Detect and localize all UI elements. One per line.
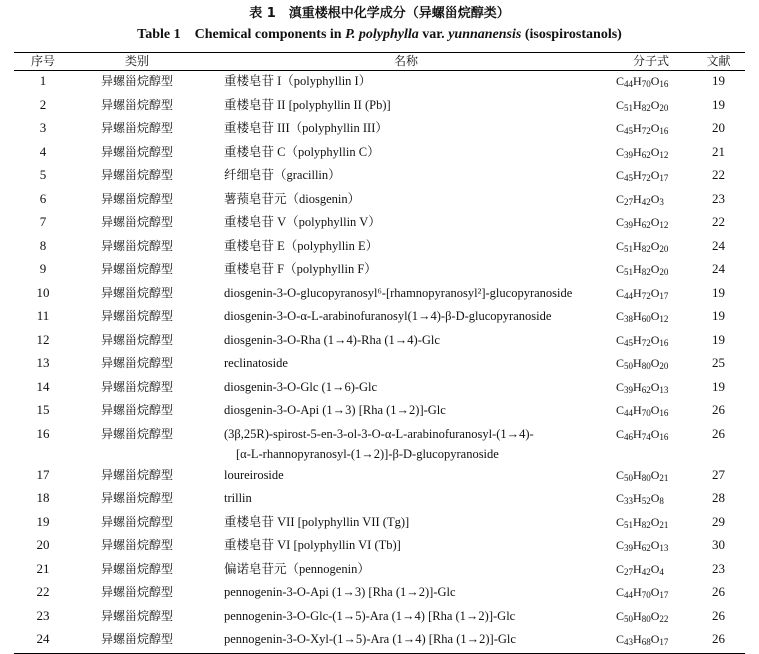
cell-no: 24 <box>36 631 50 646</box>
cell-name <box>202 142 610 166</box>
table-row <box>14 165 745 189</box>
cell-class: 异螺甾烷醇型 <box>100 332 173 347</box>
cell-ref: 19 <box>712 331 725 347</box>
cell-name <box>202 606 610 630</box>
cell-formula: $C_{39}H_{62}O_{13}$ <box>616 379 669 395</box>
cell-formula: $C_{39}H_{62}O_{12}$ <box>616 215 669 230</box>
cell-name <box>202 377 610 401</box>
cell-formula: $C_{51}H_{82}O_{21}$ <box>616 514 669 530</box>
cell-name <box>202 400 610 424</box>
cell-name <box>202 535 610 559</box>
cell-no: 5 <box>39 167 47 182</box>
cell-class: 异螺甾烷醇型 <box>100 144 173 159</box>
table-row <box>14 189 745 213</box>
name-line: pennogenin-3-O-Xyl-(1→5)-Ara (1→4) [Rha (1→2)]-Glc <box>224 632 516 646</box>
name-line: 重楼皂苷 E（polyphyllin E） <box>224 238 379 253</box>
table-row <box>14 424 745 465</box>
cell-no: 6 <box>39 190 47 206</box>
cell-class: 异螺甾烷醇型 <box>100 608 173 623</box>
table-row <box>14 283 745 307</box>
table-row <box>14 582 745 606</box>
title-en-suffix: (isospirostanols) <box>521 27 622 42</box>
cell-ref: 22 <box>712 214 725 229</box>
cell-name <box>202 259 610 283</box>
table-row <box>14 465 745 489</box>
cell-ref: 19 <box>712 96 725 112</box>
cell-ref: 25 <box>712 355 725 370</box>
cell-no: 17 <box>36 466 50 482</box>
table-row <box>14 400 745 424</box>
cell-class: 异螺甾烷醇型 <box>100 561 173 576</box>
table-row <box>14 512 745 536</box>
cell-class: 异螺甾烷醇型 <box>100 356 173 370</box>
table-row <box>14 488 745 512</box>
cell-ref: 24 <box>712 261 725 276</box>
cell-no: 3 <box>39 120 47 135</box>
header-formula: 分子式 <box>632 54 669 68</box>
cell-no: 13 <box>36 355 50 370</box>
table-row <box>14 118 745 142</box>
table-row <box>14 236 745 260</box>
cell-name <box>202 71 610 95</box>
table-body <box>14 71 745 654</box>
cell-ref: 26 <box>712 607 725 623</box>
cell-ref: 30 <box>712 537 725 552</box>
table-row <box>14 330 745 354</box>
name-line: pennogenin-3-O-Glc-(1→5)-Ara (1→4) [Rha (1→2)]-Glc <box>224 608 516 623</box>
cell-formula: $C_{50}H_{80}O_{21}$ <box>616 467 669 483</box>
cell-no: 14 <box>36 378 50 394</box>
table-row <box>14 629 745 653</box>
cell-name <box>202 424 610 465</box>
header-name: 名称 <box>393 54 418 68</box>
title-en-species: P. polyphylla <box>345 27 419 42</box>
title-en-var: var. <box>418 27 449 42</box>
cell-ref: 23 <box>712 190 725 206</box>
name-line: pennogenin-3-O-Api (1→3) [Rha (1→2)]-Glc <box>224 585 456 599</box>
name-line: 纤细皂苷（gracillin） <box>224 168 341 182</box>
cell-formula: $C_{39}H_{62}O_{13}$ <box>616 538 669 553</box>
cell-formula: $C_{45}H_{72}O_{16}$ <box>616 121 669 136</box>
name-line: reclinatoside <box>224 356 288 370</box>
cell-name <box>202 189 610 213</box>
table-header-row <box>14 53 745 71</box>
table-row <box>14 95 745 119</box>
name-line: diosgenin-3-O-glucopyranosyl⁶-[rhamnopyranosyl²]-glucopyranoside <box>224 285 573 300</box>
cell-name <box>202 283 610 307</box>
table-row <box>14 259 745 283</box>
cell-formula: $C_{51}H_{82}O_{20}$ <box>616 238 669 254</box>
cell-ref: 26 <box>712 425 725 441</box>
name-line: diosgenin-3-O-Rha (1→4)-Rha (1→4)-Glc <box>224 332 440 347</box>
cell-class: 异螺甾烷醇型 <box>100 403 173 417</box>
cell-name <box>202 118 610 142</box>
cell-class: 异螺甾烷醇型 <box>100 262 173 276</box>
cell-no: 21 <box>36 560 50 576</box>
cell-ref: 20 <box>712 120 725 135</box>
cell-no: 23 <box>36 607 50 623</box>
title-en-prefix: Table 1 Chemical components in <box>137 27 346 42</box>
cell-class: 异螺甾烷醇型 <box>100 379 173 394</box>
components-table <box>14 52 745 654</box>
cell-class: 异螺甾烷醇型 <box>100 514 173 529</box>
cell-class: 异螺甾烷醇型 <box>100 426 173 441</box>
header-no: 序号 <box>30 54 55 68</box>
table-row <box>14 559 745 583</box>
cell-ref: 29 <box>712 513 725 529</box>
cell-class: 异螺甾烷醇型 <box>100 215 173 229</box>
name-line: loureiroside <box>224 467 284 482</box>
cell-ref: 19 <box>712 378 725 394</box>
cell-formula: $C_{39}H_{62}O_{12}$ <box>616 144 669 160</box>
table-row <box>14 606 745 630</box>
cell-name <box>202 488 610 512</box>
table-row <box>14 353 745 377</box>
table-row <box>14 306 745 330</box>
cell-formula: $C_{44}H_{72}O_{17}$ <box>616 285 669 301</box>
cell-class: 异螺甾烷醇型 <box>100 585 173 599</box>
cell-ref: 27 <box>712 466 725 482</box>
table-row <box>14 142 745 166</box>
cell-no: 1 <box>39 73 47 88</box>
name-line: (3β,25R)-spirost-5-en-3-ol-3-O-α-L-arabinofuranosyl-(1→4)- <box>224 426 534 441</box>
cell-no: 8 <box>39 237 47 253</box>
name-line: 重楼皂苷 III（polyphyllin III） <box>224 121 388 135</box>
table-row <box>14 535 745 559</box>
cell-no: 9 <box>39 261 47 276</box>
cell-class: 异螺甾烷醇型 <box>100 538 173 552</box>
cell-no: 2 <box>39 96 47 112</box>
cell-class: 异螺甾烷醇型 <box>100 121 173 135</box>
cell-name <box>202 353 610 377</box>
name-line: 薯蓣皂苷元（diosgenin） <box>224 191 361 206</box>
cell-formula: $C_{51}H_{82}O_{20}$ <box>616 262 669 277</box>
table-title-english <box>0 26 759 44</box>
cell-formula: $C_{45}H_{72}O_{16}$ <box>616 332 669 348</box>
cell-no: 19 <box>36 513 50 529</box>
name-line: diosgenin-3-O-α-L-arabinofuranosyl(1→4)-β-D-glucopyranoside <box>224 309 552 323</box>
name-line: 重楼皂苷 V（polyphyllin V） <box>224 215 381 229</box>
cell-no: 7 <box>39 214 47 229</box>
cell-name <box>202 582 610 606</box>
cell-class: 异螺甾烷醇型 <box>100 309 173 323</box>
cell-no: 22 <box>36 584 50 599</box>
cell-no: 20 <box>36 537 50 552</box>
name-line: trillin <box>224 491 252 505</box>
title-en-variety: yunnanensis <box>448 27 522 42</box>
cell-formula: $C_{43}H_{68}O_{17}$ <box>616 632 669 647</box>
cell-formula: $C_{27}H_{42}O_3$ <box>616 191 664 207</box>
name-line-continued: [α-L-rhannopyranosyl-(1→2)]-β-D-glucopyranoside <box>236 447 499 461</box>
cell-ref: 21 <box>712 143 725 159</box>
cell-name <box>202 165 610 189</box>
cell-class: 异螺甾烷醇型 <box>100 168 173 182</box>
cell-formula: $C_{44}H_{70}O_{17}$ <box>616 585 669 600</box>
cell-no: 10 <box>36 284 50 300</box>
cell-name <box>202 330 610 354</box>
cell-formula: $C_{33}H_{52}O_8$ <box>616 491 664 506</box>
cell-ref: 19 <box>712 284 725 300</box>
table-row <box>14 212 745 236</box>
cell-formula: $C_{44}H_{70}O_{16}$ <box>616 403 669 418</box>
name-line: 重楼皂苷 II [polyphyllin II (Pb)] <box>224 97 391 112</box>
table-row <box>14 377 745 401</box>
cell-class: 异螺甾烷醇型 <box>100 632 173 646</box>
name-line: diosgenin-3-O-Api (1→3) [Rha (1→2)]-Glc <box>224 403 446 417</box>
cell-ref: 24 <box>712 237 725 253</box>
cell-ref: 22 <box>712 167 725 182</box>
name-line: 重楼皂苷 I（polyphyllin I） <box>224 74 372 88</box>
cell-formula: $C_{38}H_{60}O_{12}$ <box>616 309 669 324</box>
cell-formula: $C_{50}H_{80}O_{22}$ <box>616 608 669 624</box>
cell-formula: $C_{44}H_{70}O_{16}$ <box>616 74 669 89</box>
name-line: 重楼皂苷 C（polyphyllin C） <box>224 144 380 159</box>
header-class: 类别 <box>124 54 149 68</box>
cell-no: 4 <box>39 143 47 159</box>
name-line: 偏诺皂苷元（pennogenin） <box>224 561 370 576</box>
cell-name <box>202 629 610 653</box>
cell-formula: $C_{46}H_{74}O_{16}$ <box>616 426 669 442</box>
cell-ref: 26 <box>712 402 725 417</box>
table-row <box>14 71 745 95</box>
cell-ref: 19 <box>712 308 725 323</box>
name-line: 重楼皂苷 VII [polyphyllin VII (Tg)] <box>224 514 410 529</box>
cell-class: 异螺甾烷醇型 <box>100 97 173 112</box>
cell-no: 11 <box>36 308 50 323</box>
cell-no: 16 <box>36 425 50 441</box>
cell-class: 异螺甾烷醇型 <box>100 191 173 206</box>
cell-ref: 26 <box>712 584 725 599</box>
cell-name <box>202 236 610 260</box>
cell-formula: $C_{50}H_{80}O_{20}$ <box>616 356 669 371</box>
cell-ref: 19 <box>712 73 725 88</box>
cell-class: 异螺甾烷醇型 <box>100 491 173 505</box>
cell-class: 异螺甾烷醇型 <box>100 238 173 253</box>
cell-name <box>202 465 610 489</box>
cell-ref: 28 <box>712 490 725 505</box>
cell-ref: 26 <box>712 631 725 646</box>
cell-ref: 23 <box>712 560 725 576</box>
cell-name <box>202 559 610 583</box>
cell-formula: $C_{45}H_{72}O_{17}$ <box>616 168 669 183</box>
header-ref: 文献 <box>706 54 731 68</box>
name-line: diosgenin-3-O-Glc (1→6)-Glc <box>224 379 378 394</box>
cell-no: 15 <box>36 402 50 417</box>
name-line: 重楼皂苷 VI [polyphyllin VI (Tb)] <box>224 538 401 552</box>
cell-name <box>202 512 610 536</box>
cell-no: 12 <box>36 331 50 347</box>
cell-formula: $C_{51}H_{82}O_{20}$ <box>616 97 669 113</box>
cell-name <box>202 306 610 330</box>
cell-name <box>202 95 610 119</box>
cell-class: 异螺甾烷醇型 <box>100 74 173 88</box>
cell-class: 异螺甾烷醇型 <box>100 285 173 300</box>
cell-name <box>202 212 610 236</box>
cell-formula: $C_{27}H_{42}O_4$ <box>616 561 664 577</box>
name-line: 重楼皂苷 F（polyphyllin F） <box>224 262 377 276</box>
cell-no: 18 <box>36 490 50 505</box>
table-title-chinese: 表 1 滇重楼根中化学成分（异螺甾烷醇类） <box>249 6 510 21</box>
cell-class: 异螺甾烷醇型 <box>100 467 173 482</box>
